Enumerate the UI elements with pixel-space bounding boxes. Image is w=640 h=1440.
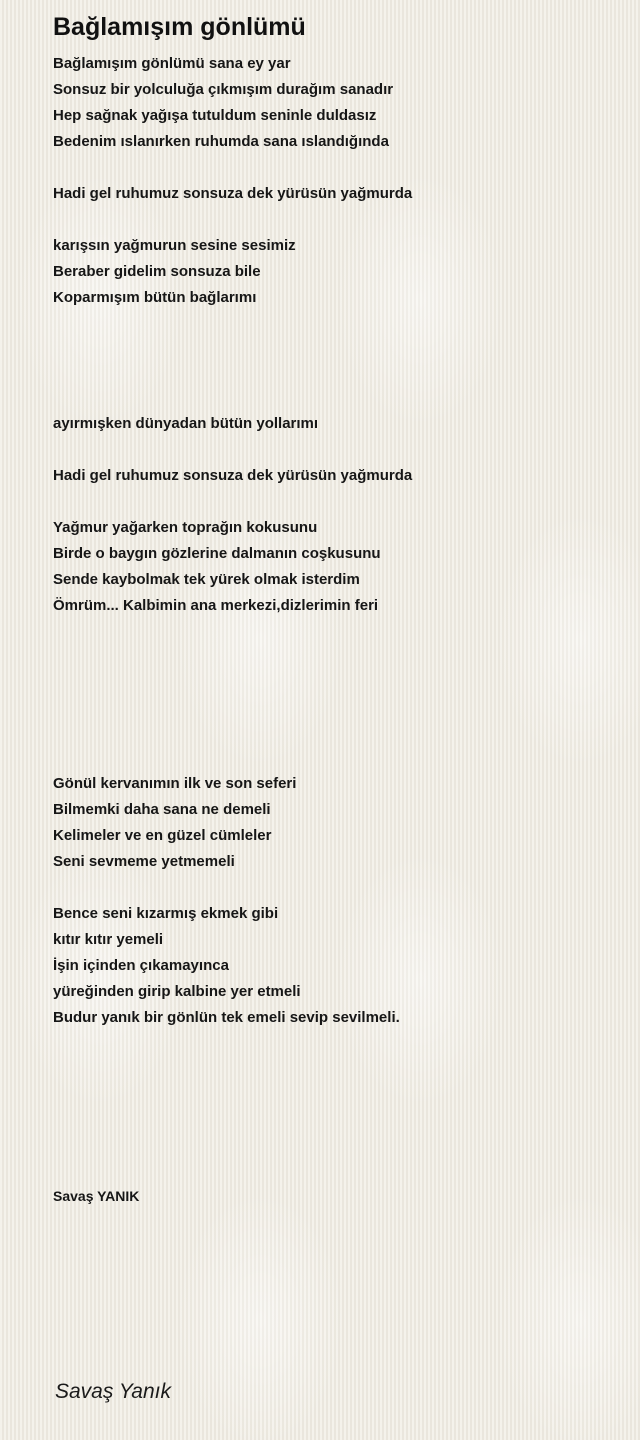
poem-line: Kelimeler ve en güzel cümleler — [53, 827, 272, 844]
poem-line: İşin içinden çıkamayınca — [53, 957, 229, 974]
author-signature: Savaş Yanık — [55, 1380, 171, 1403]
poem-line: Yağmur yağarken toprağın kokusunu — [53, 519, 318, 536]
poem-line: ayırmışken dünyadan bütün yollarımı — [53, 415, 319, 432]
poem-line: Sende kaybolmak tek yürek olmak isterdim — [53, 571, 360, 588]
poem-title: Bağlamışım gönlümü — [53, 13, 306, 41]
poem-line: Beraber gidelim sonsuza bile — [53, 263, 261, 280]
poem-line: Bence seni kızarmış ekmek gibi — [53, 905, 279, 922]
poem-line: kıtır kıtır yemeli — [53, 931, 164, 948]
poem-line: Seni sevmeme yetmemeli — [53, 853, 235, 870]
poem-line: Hadi gel ruhumuz sonsuza dek yürüsün yağmurda — [53, 467, 413, 484]
poem-line: Birde o baygın gözlerine dalmanın coşkusunu — [53, 545, 381, 562]
poem-line: karışsın yağmurun sesine sesimiz — [53, 237, 296, 254]
poem-line: Budur yanık bir gönlün tek emeli sevip sevilmeli. — [53, 1009, 400, 1026]
poem-line: Koparmışım bütün bağlarımı — [53, 289, 257, 306]
poem-line: Sonsuz bir yolculuğa çıkmışım durağım sanadır — [53, 81, 394, 98]
poem-line: Hep sağnak yağışa tutuldum seninle duldasız — [53, 107, 377, 124]
poem-line: yüreğinden girip kalbine yer etmeli — [53, 983, 301, 1000]
poem-author: Savaş YANIK — [53, 1188, 140, 1204]
poem-line: Bilmemki daha sana ne demeli — [53, 801, 271, 818]
poem-line: Ömrüm... Kalbimin ana merkezi,dizlerimin feri — [53, 597, 379, 614]
poem-line: Bağlamışım gönlümü sana ey yar — [53, 55, 291, 72]
poem-line: Gönül kervanımın ilk ve son seferi — [53, 775, 297, 792]
poem-line: Bedenim ıslanırken ruhumda sana ıslandığında — [53, 133, 389, 150]
poem-line: Hadi gel ruhumuz sonsuza dek yürüsün yağmurda — [53, 185, 413, 202]
